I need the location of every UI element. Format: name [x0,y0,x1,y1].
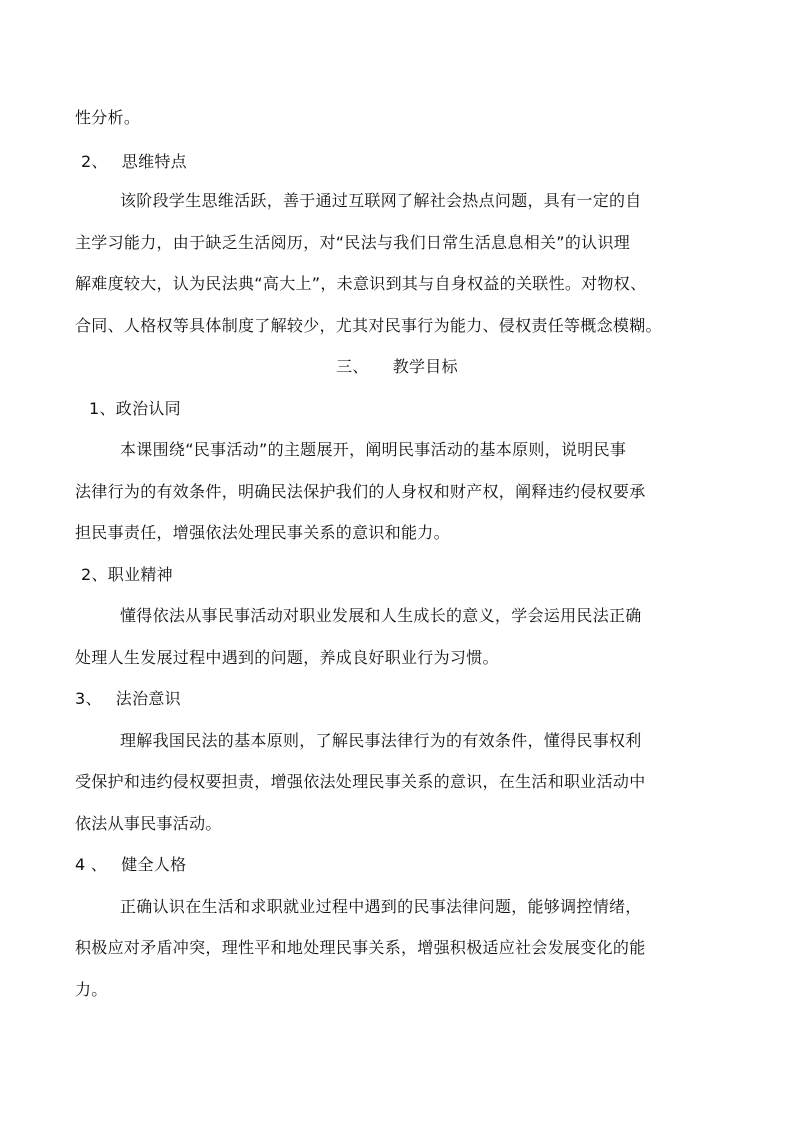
subheading-professional-spirit [81,564,173,586]
subheading-title: 职业精神 [107,565,173,584]
paragraph-line: 该阶段学生思维活跃，善于通过互联网了解社会热点问题，具有一定的自 [120,191,642,210]
subheading-number: 2、 [81,565,108,584]
paragraph-line: 主学习能力，由于缺乏生活阅历，对“民法与我们日常生活息息相关”的认识理 [75,233,631,252]
subheading-sound-personality [75,854,186,876]
subheading-title: 思维特点 [121,152,187,171]
paragraph-line: 正确认识在生活和求职就业过程中遇到的民事法律问题，能够调控情绪， [120,897,642,916]
subheading-thinking-traits [81,151,187,173]
paragraph-line: 担民事责任，增强依法处理民事关系的意识和能力。 [75,523,450,542]
heading-number: 三、 [336,357,369,376]
heading-title: 教学目标 [392,357,458,376]
paragraph-line: 法律行为的有效条件，明确民法保护我们的人身权和财产权，阐释违约侵权要承 [75,482,646,501]
section-heading-teaching-goals [0,356,794,378]
subheading-title: 法治意识 [115,689,181,708]
subheading-number: 1、 [89,399,116,418]
subheading-title: 健全人格 [121,855,187,874]
paragraph-line: 依法从事民事活动。 [75,814,222,833]
subheading-political-identity [89,398,181,420]
paragraph-line: 懂得依法从事民事活动对职业发展和人生成长的意义，学会运用民法正确 [120,606,642,625]
subheading-number: 4 、 [75,855,108,874]
subheading-title: 政治认同 [115,399,181,418]
paragraph-line: 合同、人格权等具体制度了解较少，尤其对民事行为能力、侵权责任等概念模糊。 [75,316,662,335]
paragraph-continuation: 性分析。 [75,108,141,127]
paragraph-line: 解难度较大，认为民法典“高大上”，未意识到其与自身权益的关联性。对物权、 [75,274,647,293]
paragraph-line: 处理人生发展过程中遇到的问题，养成良好职业行为习惯。 [75,648,499,667]
subheading-number: 3、 [75,689,102,708]
paragraph-line: 本课围绕“民事活动”的主题展开，阐明民事活动的基本原则，说明民事 [120,440,627,459]
subheading-number: 2、 [81,152,108,171]
subheading-rule-of-law [75,688,181,710]
paragraph-line: 力。 [75,980,108,999]
paragraph-line: 受保护和违约侵权要担责，增强依法处理民事关系的意识，在生活和职业活动中 [75,772,646,791]
paragraph-line: 理解我国民法的基本原则，了解民事法律行为的有效条件，懂得民事权利 [120,731,642,750]
paragraph-line: 积极应对矛盾冲突，理性平和地处理民事关系，增强积极适应社会发展变化的能 [75,938,646,957]
